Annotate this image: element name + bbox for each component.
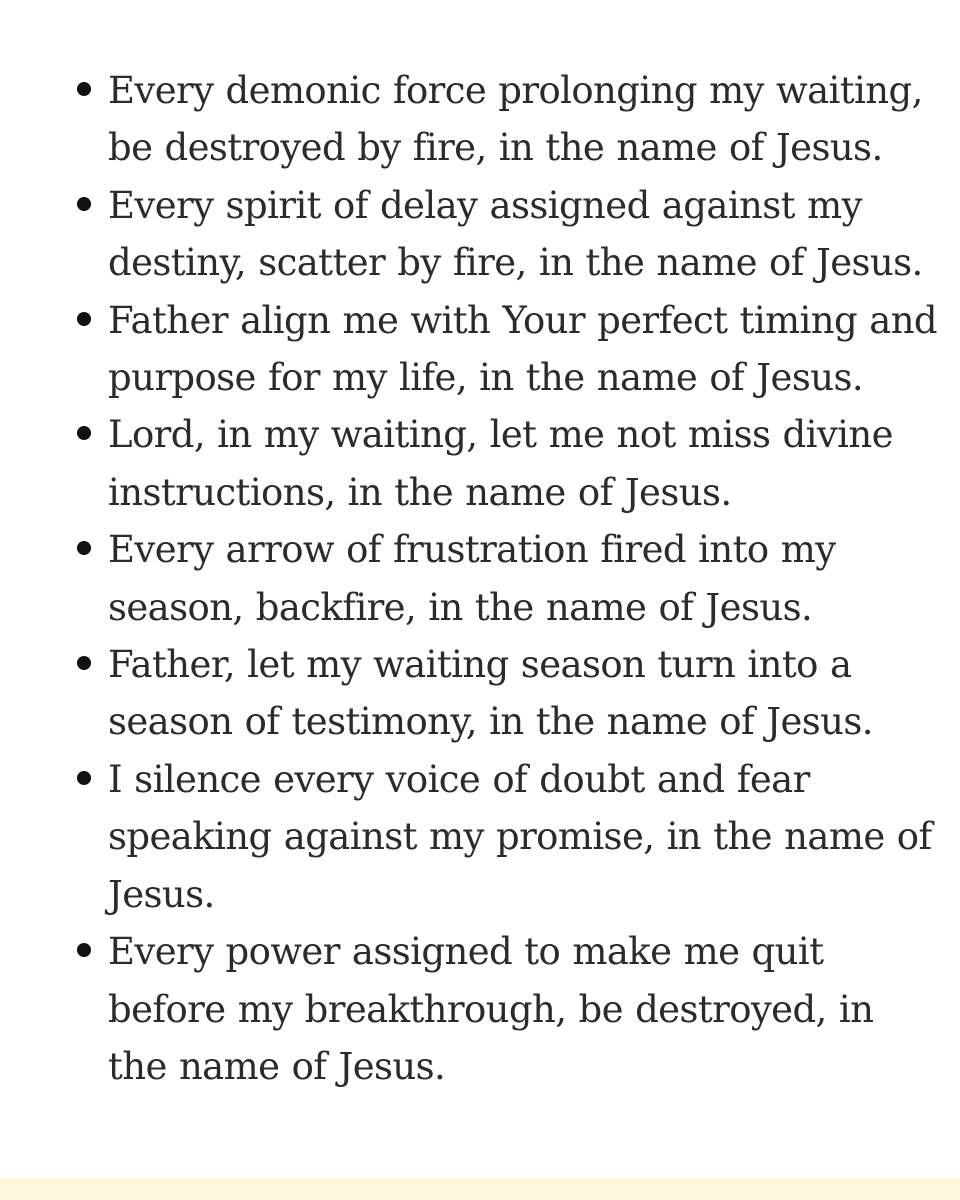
bullet-icon: [77, 771, 91, 785]
bullet-icon: [77, 197, 91, 211]
prayer-text: Every power assigned to make me quit before my breakthrough, be destroyed, in the name of Jesus.: [108, 930, 874, 1088]
prayer-text: Every spirit of delay assigned against my destiny, scatter by fire, in the name of Jesus.: [108, 183, 923, 285]
list-item: [0, 751, 960, 923]
list-item: [0, 923, 960, 1095]
list-item: [0, 636, 960, 751]
prayer-text: Every demonic force prolonging my waiting, be destroyed by fire, in the name of Jesus.: [108, 69, 923, 170]
prayer-text: I silence every voice of doubt and fear speaking against my promise, in the name of Jesus.: [108, 757, 932, 916]
bullet-icon: [77, 656, 91, 670]
bullet-icon: [77, 541, 91, 555]
bottom-band: [0, 1178, 960, 1200]
list-item: [0, 177, 960, 292]
bullet-icon: [77, 943, 91, 957]
list-item: [0, 406, 960, 521]
prayer-list: [0, 62, 960, 1095]
bullet-icon: [77, 82, 91, 96]
list-item: [0, 521, 960, 636]
list-item: [0, 292, 960, 407]
prayer-text: Father align me with Your perfect timing and purpose for my life, in the name of Jesus.: [108, 298, 938, 400]
prayer-text: Father, let my waiting season turn into a season of testimony, in the name of Jesus.: [108, 643, 873, 744]
list-item: [0, 62, 960, 177]
bullet-icon: [77, 426, 91, 440]
prayer-text: Lord, in my waiting, let me not miss divine instructions, in the name of Jesus.: [108, 413, 893, 514]
prayer-text: Every arrow of frustration fired into my season, backfire, in the name of Jesus.: [108, 528, 836, 629]
bullet-icon: [77, 312, 91, 326]
